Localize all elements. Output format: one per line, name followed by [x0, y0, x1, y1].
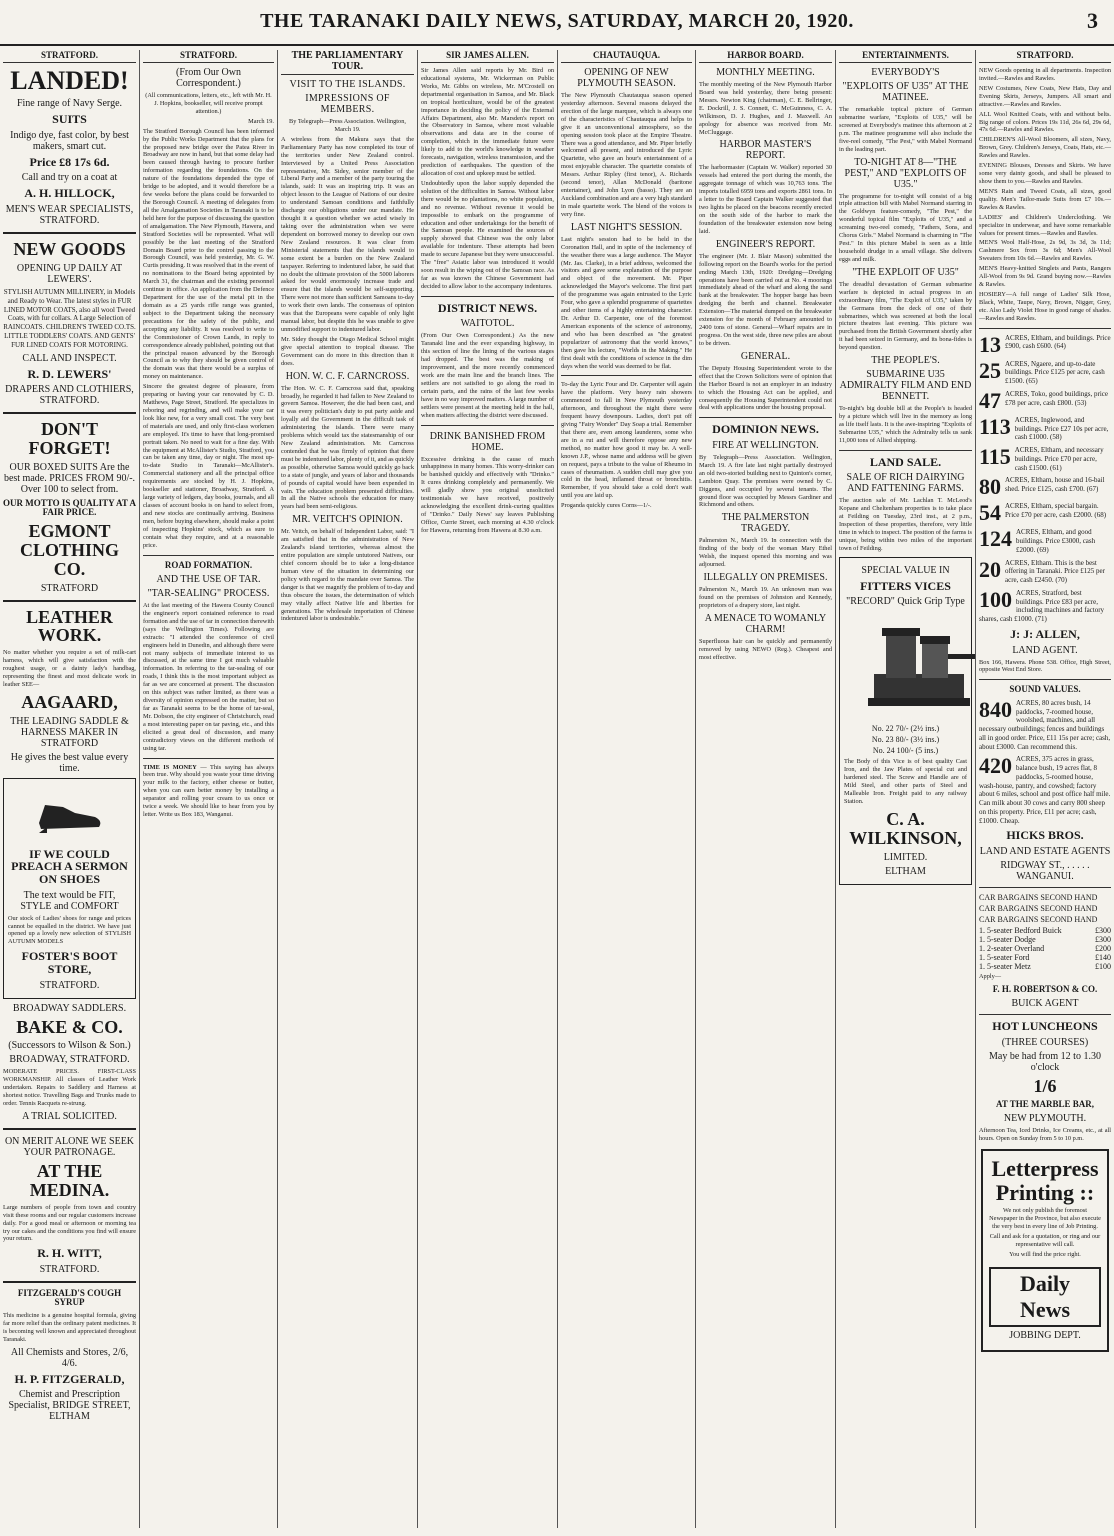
egmont-sub: STRATFORD	[40, 582, 99, 594]
carncross-heading: HON. W. C. F. CARNCROSS.	[285, 370, 410, 382]
car-bargains: CAR BARGAINS SECOND HAND	[979, 914, 1098, 924]
hillock-sub: MEN'S WEAR SPECIALISTS, STRATFORD.	[5, 204, 134, 227]
road-sub2: "TAR-SEALING" PROCESS.	[147, 587, 270, 599]
newgoods-body: STYLISH AUTUMN MILLINERY, in Models and Ready to Wear. The latest styles in FUR LINED MOTOR COATS, also all wool Tweed Coats, with fur collars. A Large Selection of RAINCOATS. CHILDREN'S TWEED CO.TS. LITTLE TODDLERS' COATS. AND GENTS' FUR LINED COATS FOR MOTORING.	[3, 287, 136, 349]
column-1	[0, 50, 140, 1528]
leather-body: No matter whether you require a set of milk-cart harness, which will give satisfaction with the roughest usage, or a dainty lady's handbag, representing the finest and most delicate work in leather SEE—	[3, 649, 136, 689]
boxed-suits: OUR BOXED SUITS Are the best made. PRICES FROM 90/-. Over 100 to select from.	[3, 462, 136, 496]
property-listing: 124 ACRES, Eltham, and good buildings. Price £3000, cash £2000. (69)	[979, 528, 1096, 554]
witt-name: R. H. WITT,	[37, 1246, 102, 1261]
column-head: STRATFORD.	[3, 50, 136, 63]
car-row: 1. 5-seater Dodge £300	[979, 934, 1111, 944]
impressions-sub: IMPRESSIONS OF MEMBERS.	[305, 93, 390, 115]
bake-body: MODERATE PRICES. FIRST-CLASS WORKMANSHIP. All classes of Leather Work undertaken. Repairs to Saddlery and Harness at shortest notice. Travelling Bags and Trunks made to order. Tennis Racquets re-strung.	[3, 1068, 136, 1108]
masthead	[0, 0, 1114, 46]
column-head: THE PARLIAMENTARY TOUR.	[281, 50, 414, 75]
hicks-address: RIDGWAY ST., . . . . . WANGANUI.	[1000, 859, 1090, 882]
engineer-heading: ENGINEER'S REPORT.	[715, 238, 816, 250]
bake-sub2: BROADWAY, STRATFORD.	[9, 1054, 130, 1066]
sound-listing: 420 ACRES, 375 acres in grass, balance bush, 19 acres flat, 8 paddocks, 5-roomed house, wash-house, pantry, and cowshed; factory about 6 miles, school and post office half mile. Can milk about 30 cows and carry 800 sheep on this property. Price, £11 per acre; cash, £1000. Cheap.	[979, 755, 1111, 825]
rawles-item: HOSIERY—A full range of Ladies' Silk Hose, Black, White, Taupe, Navy, Brown, Nigger, Grey, etc. Also Lady Violet Hose in good range of shades.—Rawles and Rawles.	[979, 290, 1111, 322]
rawles-item: LADIES' and Children's Underclothing. We specialize in underwear, and have some remarkable values for present times.—Rawles and Rawles.	[979, 213, 1111, 237]
letterpress-ad	[981, 1149, 1109, 1352]
aagaard-sub: THE LEADING SADDLE & HARNESS MAKER IN STRATFORD	[10, 715, 129, 749]
stratford-body-2: Sincere the greatest degree of pleasure, from preparing or having your car renovated by C. D. Matthews, Page Street, Stratford. He specializes in reboring and regrinding, and will make your car look like new, for a very small cost. The very best of materials are used, and only first-class workmen are employed. It's time to have that long-promised portrait taken. No need to wait for a fine day. With the equipment at McAllister's Studio, Stratford, you can be taken any time, day or night. The most up-to-date Studio in Taranaki—McAllister's. Commercial stationery and all the principal office requirements are stocked by H. J. Hopkins, bookseller and stationer, Broadway, Stratford. A large variety of ledgers, day books, journals, and all classes of account books is on hand to select from, and new stocks are continually arriving. Business men, before buying elsewhere, should make a point of inspecting Hopkins' stock, which as sure to contain what they require, and at a reasonable price.	[143, 383, 274, 549]
tour-body-3: The Hon. W. C. F. Carncross said that, speaking broadly, he regarded it had fallen to New Zealand to govern Samoa. However, the die had been cast, and it was every politician's duty to put party aside and loyally aid the Government in the difficult task of administering the islands. There were many problems which would tax the statesmanship of our New Zealand administration. Mr. Carncross contended that he was firmly of opinion that there must be indentured labor, plenty of it, and as quickly as possible, otherwise Samoa would quickly go back to a state of jungle, and years of labor and thousands of pounds of capital would have been expended in vain. The education problem presented difficulties. In all the Native schools the education for many years had been semi-religious.	[281, 384, 414, 511]
property-listing: 54 ACRES, Eltham, special bargain. Price £70 per acre, cash £2000. (68)	[979, 502, 1107, 525]
column-head: ENTERTAINMENTS.	[839, 50, 972, 63]
wilkinson-ad	[839, 557, 972, 885]
rawles-item: CHILDREN'S All-Wool Bloomers, all sizes, Navy, Brown, Grey. Children's Jerseys, Coats, Hats, etc.—Rawles and Rawles.	[979, 136, 1111, 160]
saddlers-heading: BROADWAY SADDLERS.	[12, 1002, 127, 1014]
masthead-title: THE TARANAKI DAILY NEWS, SATURDAY, MARCH 20, 1920.	[260, 10, 854, 32]
hicks-sub: LAND AND ESTATE AGENTS	[979, 845, 1111, 857]
district-heading: DISTRICT NEWS.	[437, 300, 538, 315]
hm-heading: HARBOR MASTER'S REPORT.	[719, 139, 812, 162]
car-row: 1. 5-seater Ford £140	[979, 952, 1111, 962]
wilkinson-name: C. A. WILKINSON,	[849, 808, 962, 848]
drink-heading: DRINK BANISHED FROM HOME.	[429, 430, 546, 453]
property-listing: 20 ACRES, Eltham. This is the best offering in Taranaki. Price £125 per acre, cash £2450. (70)	[979, 558, 1105, 585]
call-inspect: CALL AND INSPECT.	[22, 352, 117, 364]
waitotol-heading: WAITOTOL.	[460, 318, 515, 330]
exploits-heading: "EXPLOITS OF U35" AT THE MATINEE.	[842, 81, 969, 103]
preach-text: The text would be FIT, STYLE and COMFORT	[20, 889, 119, 912]
ent-body-3: The dreadful devastation of German submarine warfare is depicted in actual progress in an extraordinary film, "The Exploit of U35," taken by the Germans from the deck of one of their submarines, which was screened at both the local picture theatres last evening. This picture was purchased from the British Government shortly after it had been seized in Germany, and its bona-fides is beyond question.	[839, 280, 972, 352]
newgoods-sub: OPENING UP DAILY AT LEWERS'.	[16, 262, 123, 285]
jobbing-dept: JOBBING DEPT.	[1009, 1329, 1081, 1341]
lewers-sub: DRAPERS AND CLOTHIERS, STRATFORD.	[5, 384, 134, 407]
leather-heading: LEATHER WORK.	[26, 606, 113, 646]
corr-note: (All communications, letters, etc., left with Mr. H. J. Hopkins, bookseller, will receive prompt attention.)	[145, 92, 272, 115]
column-head: CHAUTAUQUA.	[561, 50, 692, 63]
monthly-sub: MONTHLY MEETING.	[716, 67, 815, 78]
column-6	[696, 50, 836, 1528]
car-bargains: CAR BARGAINS SECOND HAND	[979, 903, 1098, 913]
foster-sub: STRATFORD.	[39, 979, 100, 991]
column-head: HARBOR BOARD.	[699, 50, 832, 63]
special-value: SPECIAL VALUE IN	[861, 564, 950, 576]
lp-body2: Call and ask for a quotation, or ring and our representative will call.	[989, 1233, 1101, 1249]
suits-call: Call and try on a coat at	[21, 172, 118, 184]
peoples-heading: THE PEOPLE'S.	[871, 355, 940, 367]
menace-heading: A MENACE TO WOMANLY CHARM!	[704, 612, 827, 635]
road-body: At the last meeting of the Hawera County Council the engineer's report contained reference to road formation and the use of tar in connection therewith (says the Wellington Times). Following are extracts: "I attended the conference of civil engineers held in Dunedin, and although there were not many subjects of immediate interest to us discussed, at the same time I got much valuable information. In referring to the tar-sealing of our roads, I think this is the most important subject as far as we are concerned at present. The discussion on this subject was rather limited, as there was a diversity of opinion expressed on the matter, but so far as Taranaki seems to be the home of tar-seal, Mr. Dobson, the city engineer of Christchurch, read a most interesting paper on tar paving, etc., and this elicited a great deal of discussion, and many contradictory views on the different methods of using tar.	[143, 601, 274, 752]
column-head: SIR JAMES ALLEN.	[421, 50, 554, 63]
hicks-name: HICKS BROS.	[1006, 828, 1084, 843]
medina-body: Large numbers of people from town and country visit these rooms and our regular customers increase daily. For a good meal or afternoon or morning tea try our cakes and the conditions you find will ensure your return.	[3, 1203, 136, 1243]
marble-bar: AT THE MARBLE BAR,	[995, 1098, 1095, 1109]
shoe-icon	[35, 787, 105, 835]
allen-sub: LAND AGENT.	[1012, 644, 1078, 656]
allen-body-1: Sir James Allen said reports by Mr. Bird on educational systems, Mr. Wickerman on Public Works, Mr. Gibbs on wireless, Mr. M'Crostell on departmental organisation in Samoa, and Mr. Black on tropical horticulture, would be of the greatest importance in deciding the policy of the External Affairs Department, also Mr. Marsden's report on the Observatory in Samoa, where most valuable observations and data are in the course of completion, which in the immediate future were likely to add to the world's knowledge in weather forecasts, navigation, wireless transmission, and the prediction of earthquakes. The question of the allocation of cost and upkeep must be settled.	[421, 67, 554, 177]
ent-body-4: To-night's big double bill at the People's is headed by a picture which will live in the memory as long as life itself lasts. It is the awe-inspiring "Exploits of Submarine U35," which the Admiralty tells us sank 11,000 tons of Allied shipping.	[839, 405, 972, 444]
hot-luncheons: HOT LUNCHEONS	[992, 1019, 1098, 1034]
property-listing: 113 ACRES, Inglewood, and buildings. Price £27 10s per acre, cash £1000. (58)	[979, 415, 1109, 442]
column-3	[278, 50, 418, 1528]
column-8	[976, 50, 1114, 1528]
illegal-heading: ILLEGALLY ON PREMISES.	[703, 572, 828, 584]
proganda-ad: Proganda quickly cures Corns—1/-.	[561, 502, 652, 510]
column-head: STRATFORD.	[979, 50, 1111, 63]
veitch-heading: MR. VEITCH'S OPINION.	[292, 514, 403, 526]
chautauqua-body-2: Last night's session had to be held in the Coronation Hall, and in spite of the inclemency of the weather there was a large audience. The Mayor (Mr. Jas. Clarke), in a brief address, welcomed the visitors and gave some explanation of the purpose and object of the movement. Mr. Piper acknowledged the Mayor's welcome. The first part of the programme was again entrusted to the Lyric Four, who gave a splendid programme of quartettes and other items of a highly entertaining character. Dr. Arthur D. Carpenter, one of the foremost American exponents of the science of astronomy, and who has been described as "the greatest popularizer of astronomy that the world knows," then gave his lecture, "Worlds in the Making." He first dealt with the conditions of science in the dim days when the world was deemed to be flat.	[561, 235, 692, 370]
dontforget-heading: DON'T FORGET!	[28, 419, 111, 459]
time-money-body: TIME IS MONEY — This saying has always been true. Why should you waste your time driving your milk to the factory, either cheese or butter, when you can earn better money by installing a separator and rolling your cream to us once or twice a week. We should like to hear from you by letter. Write us Box 183, Wanganui.	[143, 763, 274, 819]
marble-body: Afternoon Tea, Iced Drinks, Ice Creams, etc., at all hours. Open on Sunday from 5 to 10 p.m.	[979, 1127, 1111, 1143]
landed-heading: LANDED!	[10, 66, 129, 95]
ent-body-2: The programme for to-night will consist of a big triple attraction bill with Mabel Normand starring in the Goldwyn feature-comedy, "The Pest," the wonderful topical film "Exploits of U35," and a screaming two-reel comedy, "Fathers, Sons, and Chorus Girls." Mabel Normand is charming in "The Pest." In this picture Mabel is seen as a little household drudge in a small village. She delivers eggs and milk.	[839, 192, 972, 263]
road-sub: AND THE USE OF TAR.	[156, 573, 261, 585]
rawles-item: EVENING Blouses, Dresses and Skirts. We have some very dainty goods, and shall be pleased to show them to you.—Rawles and Rawles.	[979, 162, 1111, 185]
chautauqua-sub: OPENING OF NEW PLYMOUTH SEASON.	[577, 67, 676, 89]
property-listing: 13 ACRES, Eltham, and buildings. Price £900, cash £600. (64)	[979, 333, 1111, 356]
vice-price-1: No. 22 70/- (2½ ins.)	[871, 724, 940, 734]
palmerston-body: Palmerston N., March 19. In connection with the finding of the body of the woman Mary Ethel Welsh, the inquest opened this morning and was adjourned.	[699, 537, 832, 569]
bake-sub: (Successors to Wilson & Son.)	[8, 1040, 131, 1052]
trial-solicited: A TRIAL SOLICITED.	[22, 1111, 117, 1123]
fire-heading: FIRE AT WELLINGTON.	[712, 439, 819, 451]
time-money-heading: TIME IS MONEY	[143, 763, 197, 771]
letterpress-title: Letterpress	[991, 1156, 1099, 1181]
foster-ad	[3, 778, 136, 999]
everybody-heading: EVERYBODY'S	[871, 67, 940, 78]
column-5	[558, 50, 696, 1528]
hot-sub2: May be had from 12 to 1.30 o'clock	[989, 1050, 1101, 1073]
foster-name: FOSTER'S BOOT STORE,	[21, 949, 118, 976]
rawles-item: ALL Wool Knitted Coats, with and without belts. Big range of colors. Prices 19s 11d, 26s 6d, 29s 6d, 47s 6d.—Rawles and Rawles.	[979, 110, 1111, 134]
lp-body3: You will find the price right.	[1009, 1250, 1081, 1258]
property-listing: 100 ACRES, Stratford, best buildings. Price £83 per acre, including machines and factory shares, cash £1000. (71)	[979, 588, 1105, 624]
general-heading: GENERAL.	[740, 350, 791, 362]
aagaard-name: AAGAARD,	[21, 691, 118, 712]
rawles-item: MEN'S Rain and Tweed Coats, all sizes, good quality. Men's Tailor-made Suits from £7 10s.—Rawles & Rawles.	[979, 187, 1111, 211]
property-listing: 80 ACRES, Eltham, house and 16-bail shed. Price £125, cash £700. (67)	[979, 476, 1105, 499]
wilkinson-town: ELTHAM	[885, 865, 926, 877]
egmont-name: EGMONT CLOTHING CO.	[19, 520, 120, 579]
fitz-body: This medicine is a genuine hospital formula, giving far more relief than the ordinary patent medicines. It is becoming well known and appreciated throughout Taranaki.	[3, 1311, 136, 1343]
fire-body: By Telegraph—Press Association. Wellington, March 19. A fire late last night partially destroyed an old two-storied building next to Quinton's corner, Lambton Quay. The premises were owned by C. Diggens, and occupied by several tenants. The ground floor was occupied by Messrs Gardiner and Richmond and others.	[699, 453, 832, 509]
rawles-item: NEW Costumes, New Coats, New Hats, Day and Evening Skirts, Jerseys, Jumpers. All smart and attractive.—Rawles and Rawles.	[979, 84, 1111, 108]
wilkinson-limited: LIMITED.	[883, 851, 928, 863]
rawles-item: MEN'S Wool Half-Hose, 2s 9d, 3s 3d, 3s 11d; Cashmere Sox from 3s 6d; Men's All-Wool Sweaters from 10s 6d.—Rawles and Rawles.	[979, 239, 1111, 263]
sound-values-heading: SOUND VALUES.	[1009, 684, 1081, 695]
aagaard-sub2: He gives the best value every time.	[10, 751, 129, 774]
printing-title: Printing ::	[995, 1180, 1095, 1206]
allen-name: J: J: ALLEN,	[1010, 626, 1080, 641]
tour-body-1: A wireless from the Makura says that the Parliamentary Party has now completed its tour of the territories under New Zealand control. Interviewed by a United Press Association representative, Mr. Sidey, senior member of the Liberal Party and a member of the party touring the islands, said: It was an inspiring trip. It was an object lesson to the League of Nations of our desire to understand Samoan conditions and faithfully discharge our obligations under our mandate. He thought it a question whether we acted wisely in taking over the administration when we were dependent on borrowed money to develop our own New Zealand resources. It was clear from Ministerial statements that the islands would to some extent be a burden on the New Zealand taxpayer. Referring to indentured labor, he said that no doubt the ultimate provision of the 5000 laborers asked for would enormously increase trade and ensure that the islands would be self-supporting. There were not more than sufficient Samoans to-day to work their own lands. The consensus of opinion was that the Europeans were capable of only light manual labor, but despite this he was unable to give unmodified support to indentured labor.	[281, 135, 414, 333]
visit-sub: VISIT TO THE ISLANDS.	[289, 79, 406, 90]
car-row: 1. 2-seater Overland £200	[979, 943, 1111, 953]
fitz-name: H. P. FITZGERALD,	[14, 1371, 125, 1386]
property-listing: 47 ACRES, Toko, good buildings, price £78 per acre, cash £800. (53)	[979, 389, 1109, 412]
harbor-body-4: The Deputy Housing Superintendent wrote to the effect that the Crown Solicitors were of opinion that the Harbor Board is not an employer in an industry to which the Housing Act can be applied, and consequently the Housing Superintendent could not deal with applications under the housing proposal.	[699, 364, 832, 412]
suits-heading: SUITS	[52, 112, 87, 127]
stratford-body-1: The Stratford Borough Council has been informed by the Public Works Department that the plans for the proposed new bridge over the Patea River in Broadway are now in hand, but that some delay had been caused through having to procure further information regarding the foundations. On the nature of the foundations depended the type of bridge to be adopted, and it would therefore be a few weeks before the plans could be forwarded to the Borough Council. A meeting of delegates from all the Amalgamation Societies in Taranaki is to be held here for the purpose of discussing the question of amalgamation. The New Plymouth, Hawera, and Stratford Societies will be represented. What will possibly be the last meeting of the Stratford Domain Board prior to the control passing to the Borough Council, was held yesterday, Mr. G. W. Curtis presiding. It was resolved that in the event of no nominations to the Board being appointed by March 31, the chairman and the existing personnel continue in office. An application from the Defence Department for the use of the metal pit in the domain as a 25 yards rifle range was granted, subject to the Department taking the necessary precautions for the safety of the public, and accepting any liability. It was resolved to write to the Commissioner of Crown Lands, in reply to correspondence already published, pointing out that the principal reason advanced by the Borough Council as to why they should be given control of the domain was that there would be a surplus of money on maintenance.	[143, 127, 274, 381]
hillock-name: A. H. HILLOCK,	[24, 186, 115, 201]
vice-price-3: No. 24 100/- (5 ins.)	[872, 746, 939, 756]
apply-text: Apply—	[979, 972, 1002, 980]
dominion-heading: DOMINION NEWS.	[712, 422, 819, 437]
tonight-heading: TO-NIGHT AT 8—"THE PEST," AND "EXPLOITS OF U35."	[844, 156, 967, 190]
newgoods-heading: NEW GOODS	[13, 239, 126, 260]
motto: OUR MOTTO IS QUALITY AT A FAIR PRICE.	[3, 498, 136, 518]
road-heading: ROAD FORMATION.	[164, 559, 253, 570]
column-7	[836, 50, 976, 1528]
lewers-name: R. D. LEWERS'	[27, 366, 112, 381]
corr-line: (From Our Own Correspondent.)	[176, 67, 241, 89]
hot-sub: (THREE COURSES)	[1001, 1036, 1089, 1048]
allen-body-2: Undoubtedly upon the labor supply depended the solution of the difficulties in Samoa. Without labor there would be no plantations, no white population, and no revenue. Without revenue it would be impossible to embark on the programme of education and other undertakings for the benefit of the Samoan people. He examined the sources of supply showed that Chinese was the only labor available for indenture. These attempts had been made to secure Japanese but they were unsuccessful. The "free" Asiatic labor was introduced it would soon result in the wiping out of the Samoan race. As far as was known the Chinese Government had decided to allow labor to the accompany indentures.	[421, 179, 554, 290]
witt-sub: STRATFORD.	[39, 1264, 100, 1275]
landsale-heading: LAND SALE.	[869, 454, 942, 469]
subfilm-heading: SUBMARINE U35 ADMIRALTY FILM AND END BENNETT.	[839, 369, 972, 403]
ent-body-1: The remarkable topical picture of German submarine warfare, "Exploits of U35," will be screened at Everybody's matinee this afternoon at 2 p.m. The matinee programme will also include the five-reel comedy, "The Pest," with Mabel Normand in the leading part.	[839, 106, 972, 153]
chautauqua-body-1: The New Plymouth Chautauqua season opened yesterday afternoon. Several reasons delayed the erection of the large marquee, which is always one of the characteristics of Chautauqua and helps to give it an unconventional atmosphere, so the opening session took place at the Empire Theatre. There was a good attendance, and Mr. Piper briefly welcomed all present, and introduced the Lyric Quartette, who gave an hour's entertainment of a most enjoyable character. The quartette consists of Messrs. Arthur Ripley (first tenor), A. Richards (second tenor), Allan McDonald (baritone entertainer), and John Lyon (basso). They are an Auckland combination and are a very high standard in male quartette work. The blend of the voices is very fine.	[561, 92, 692, 218]
palmerston-heading: THE PALMERSTON TRAGEDY.	[721, 512, 810, 535]
harbor-body-2: The harbormaster (Captain W. Walker) reported 30 vessels had entered the port during the month, the aggregate tonnage of which was 10,763 tons. The imports totalled 6959 tons and exports 2861 tons. In a letter to the Board Captain Walker suggested that two lights be placed on the beacons recently erected on the south side of the harbor to mark the foundation of the breakwater extension now being laid.	[699, 164, 832, 235]
merit-heading: ON MERIT ALONE WE SEEK YOUR PATRONAGE.	[4, 1136, 135, 1159]
lp-body: We not only publish the foremost Newspaper in the Province, but also execute the very best in every line of Job Printing.	[989, 1207, 1101, 1231]
tour-body-4: Mr. Veitch, on behalf of Independent Labor, said: "I am satisfied that in the administration of New Zealand's island territories, whereas almost the entire population are simple untutored Natives, our chief concern should be to take a long-distance human view of the situation in determining our policy with regard to the mandate over Samoa. The danger is that we magnify the problem of to-day and thus obscure the issues, the determination of which may vitally affect Native life and liberties for generations. The wholesale importation of Chinese indentured labor is undesirable."	[281, 528, 414, 623]
column-head: STRATFORD.	[143, 50, 274, 63]
time-money-text: This saying has always been true. Why should you waste your time driving your milk to the factory, either cheese or butter, when you can earn better money by installing a separator and rolling your cream to us once or twice a week. We should like to hear from you by letter. Write us Box 183, Wanganui.	[143, 763, 274, 819]
fitz-heading: FITZGERALD'S COUGH SYRUP	[17, 1288, 122, 1308]
chautauqua-body-3: To-day the Lyric Four and Dr. Carpenter will again have the platform. Very heavy rain showers commenced to fall in New Plymouth yesterday afternoon, and throughout the night there were frequent heavy downpours. Ladies, don't put off giving "Fairy Wonder" Day Soap a trial. Remember that there are, even among launderers, some who are in a rut and will therefore oppose any new method, no matter how good it may be. A well-known J.P., whose name and address will be given on request, pays a tribute to the value of Rheumo in cases of rheumatism. A sudden chill may give you cold in the head, inflamed throat or bronchitis. Remember, if you should take a cold don't wait until you are laid up.	[561, 381, 692, 500]
vice-icon	[844, 614, 976, 714]
property-listing: 115 ACRES, Eltham, and necessary buildings. Price £70 per acre, cash £1500. (61)	[979, 446, 1104, 472]
u35-heading: "THE EXPLOIT OF U35"	[852, 266, 959, 278]
car-row: 1. 5-seater Metz £100	[979, 961, 1111, 971]
price-label: 1/6	[1033, 1075, 1057, 1096]
menace-body: Superfluous hair can be quickly and permanently removed by using NEWO (Reg.). Cheapest and most effective.	[699, 637, 832, 661]
fitz-stock: All Chemists and Stores, 2/6, 4/6.	[10, 1346, 129, 1369]
preach-heading: IF WE COULD PREACH A SERMON ON SHOES	[11, 846, 128, 887]
harbor-body-1: The monthly meeting of the New Plymouth Harbor Board was held yesterday, there being present: Messrs. Newton King (chairman), C. E. Bellringer, E. Dockrill, J. S. Connett, C. McGuinness, C. A. Wilkinson, D. J. Hughes, and J. Maxwell. An apology for absence was received from Mr. McCluggage.	[699, 81, 832, 136]
allen-address: Box 166, Hawera. Phone 538. Office, High Street, opposite West End Store.	[979, 658, 1111, 674]
drink-body: Excessive drinking is the cause of much unhappiness in many homes. This worry-drinker can be banished quickly and effectively with "Drinko." It cures drinking completely and permanently. We will gladly show you original unsolicited testimonials we have received, positively acknowledging the excellent drink-curing qualities of "Drinko." Daily News' say leaves Publishing Office, Currie Street, each morning at 4.30 o'clock for Hawera, returning from Hawera at 8.30 a.m.	[421, 455, 554, 534]
page-number: 3	[1087, 8, 1098, 33]
district-body: (From Our Own Correspondent.) As the new Taranaki line and the ever expanding highway, in this section of line the lining of the various stages had dropped. The best was the making of improvement, and the more recently commenced work are the main line and the branch lines. The settlers are not satisfied to go along the road in certain parts, and the rains of the last few weeks have in no way improved matters. A large number of settlers were present at the meeting held in the hall, when matters affecting the district were discussed.	[421, 332, 554, 419]
rawles-item: MEN'S Heavy-knitted Singlets and Pants, Rangers All-Wool from 9s 9d. Grand buying now.—Rawles & Rawles.	[979, 265, 1111, 289]
fitters-vices: FITTERS VICES	[860, 578, 951, 593]
dateline: March 19.	[248, 117, 274, 125]
rawles-item: NEW Goods opening in all departments. Inspection invited.—Rawles and Rawles.	[979, 67, 1111, 82]
landed-sub: Fine range of Navy Serge.	[16, 98, 123, 110]
suits-price: Price £8 17s 6d.	[29, 154, 110, 169]
record-type: "RECORD" Quick Grip Type	[846, 596, 965, 608]
fitz-sub: Chemist and Prescription Specialist, BRIDGE STREET, ELTHAM	[8, 1389, 131, 1423]
vice-body: The Body of this Vice is of best quality Cast Iron, and the Jaw Plates of special cut and hardened steel. The Screw and Handle are of Mild Steel, and other parts of Steel and Malleable Iron. Freight paid to any railway Station.	[844, 758, 967, 805]
suits-desc: Indigo dye, fast color, by best makers, smart cut.	[10, 129, 129, 152]
vice-price-2: No. 23 80/- (3½ ins.)	[871, 735, 940, 745]
medina-heading: AT THE MEDINA.	[29, 1161, 110, 1200]
column-2	[140, 50, 278, 1528]
preach-body: Our stock of Ladies' shoes for range and prices cannot be equalled in the district. We have just opened up a lovely new selection of STYLISH AUTUMN MODELS	[8, 914, 131, 946]
property-listing: 25 ACRES, Ngaere, and up-to-date buildings. Price £125 per acre, cash £1500. (65)	[979, 359, 1105, 386]
daily-news-logo: Daily News	[989, 1267, 1101, 1327]
landsale-body: The auction sale of Mr. Lachlan T. McLeod's Kopane and Cheltenham properties is to take place at Feilding on Tuesday, 23rd inst., at 2 p.m., Inspection of these properties, therefore, very little time in which to inspect. The position of the farms is unique, being within two miles of the important town of Feilding.	[839, 497, 972, 552]
marble-sub: NEW PLYMOUTH.	[1003, 1113, 1087, 1125]
sound-listing: 840 ACRES, 80 acres bush, 14 paddocks, 7-roomed house, woolshed, machines, and all necessary outbuildings; fences and buildings all in good order. Price, £11 15s per acre; cash, about £3000. Can recommend this.	[979, 698, 1111, 751]
car-row: 1. 5-seater Bedford Buick £300	[979, 925, 1111, 935]
landsale-sub: SALE OF RICH DAIRYING AND FATTENING FARMS.	[846, 472, 965, 495]
column-4	[418, 50, 558, 1528]
harbor-body-3: The engineer (Mr. J. Blair Mason) submitted the following report on the Board's works for the period ending March 13th, 1920: Dredging—Dredging operations have been carried out at No. 4 moorings immediately ahead of the wharf and along the sand bank at the breakwater. The hopper barge has been dredging the berth and channel. Breakwater Extension—The material dumped on the breakwater extension for the month of February amounted to 2400 tons of stone. General—Wharf repairs are in progress. On the west side, three new piles are about to be driven.	[699, 252, 832, 347]
car-bargains: CAR BARGAINS SECOND HAND	[979, 892, 1098, 902]
bake-name: BAKE & CO.	[16, 1016, 123, 1037]
robertson-sub: BUICK AGENT	[1011, 998, 1079, 1010]
byline: By Telegraph—Press Association. Wellington, March 19.	[289, 118, 406, 133]
car-list	[979, 926, 1111, 971]
lastnight-heading: LAST NIGHT'S SESSION.	[570, 221, 683, 233]
illegal-body: Palmerston N., March 19. An unknown man was found on the premises of Johnston and Kennedy, proprietors of a drapery store, last night.	[699, 586, 832, 609]
tour-body-2: Mr. Sidey thought the Otago Medical School might give special attention to tropical disease. The Government can do more in this direction than it does.	[281, 335, 414, 367]
robertson-name: F. H. ROBERTSON & CO.	[992, 983, 1098, 994]
